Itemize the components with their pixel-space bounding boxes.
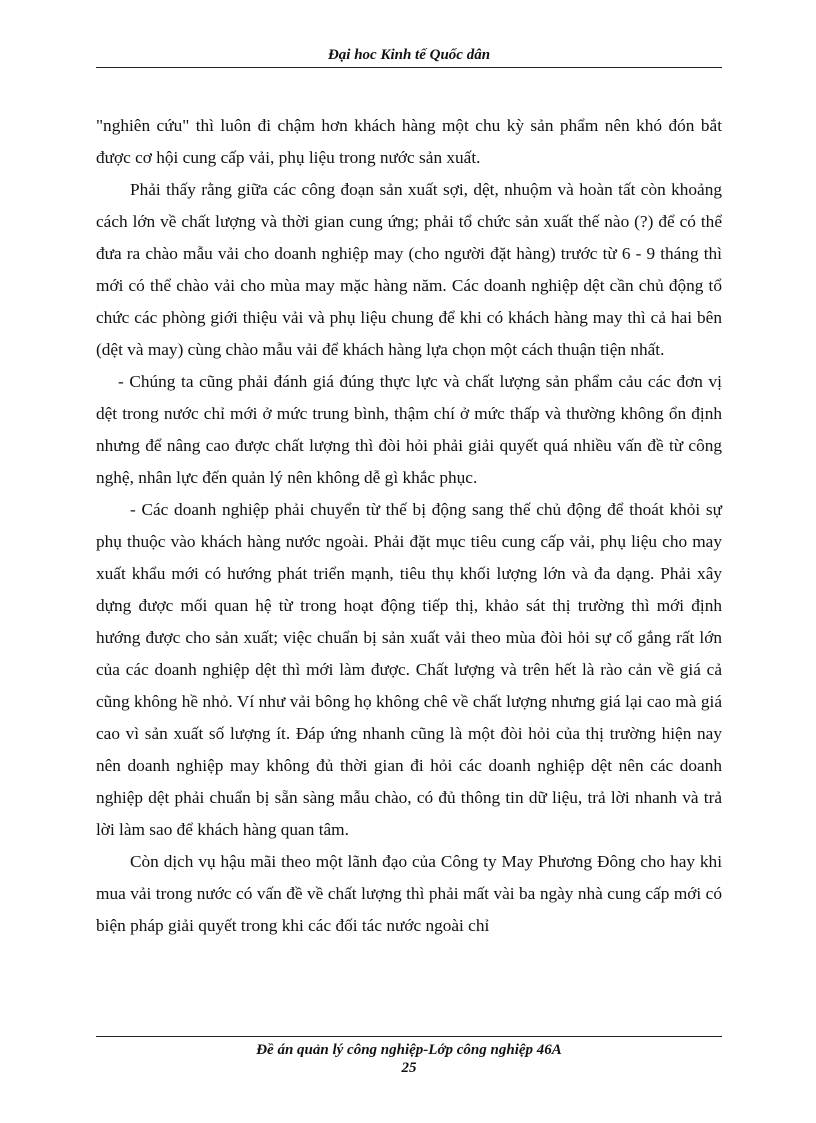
header-divider [96,67,722,68]
paragraph-3: - Chúng ta cũng phải đánh giá đúng thực lực và chất lượng sản phẩm cảu các đơn vị dệt trong nước chỉ mới ở mức trung bình, thậm chí ở mức thấp và thường không ổn định nhưng để nâng cao được chất lượng thì đòi hỏi phải giải quyết quá nhiều vấn đề từ công nghệ, nhân lực đến quản lý nên không dễ gì khắc phục. [96,372,722,487]
page-header-title: Đại hoc Kinh tế Quốc dân [327,47,491,63]
page-footer-title: Đề án quản lý công nghiệp-Lớp công nghiệp 46A [256,1042,562,1058]
paragraph-5: Còn dịch vụ hậu mãi theo một lãnh đạo của Công ty May Phương Đông cho hay khi mua vải trong nước có vấn đề về chất lượng thì phải mất vài ba ngày nhà cung cấp mới có biện pháp giải quyết trong khi các đối tác nước ngoài chỉ [96,852,722,935]
paragraph-2: Phải thấy rằng giữa các công đoạn sản xuất sợi, dệt, nhuộm và hoàn tất còn khoảng cách lớn về chất lượng và thời gian cung ứng; phải tổ chức sản xuất thế nào (?) để có thể đưa ra chào mẫu vải cho doanh nghiệp may (cho người đặt hàng) trước từ 6 - 9 tháng thì mới có thể chào vải cho mùa may mặc hàng năm. Các doanh nghiệp dệt cần chủ động tổ chức các phòng giới thiệu vải và phụ liệu chung để khi có khách hàng may thì cả hai bên (dệt và may) cùng chào mẫu vải để khách hàng lựa chọn một cách thuận tiện nhất. [96,180,722,359]
page-number: 25 [401,1060,417,1076]
footer-divider [96,1036,722,1037]
paragraph-4: - Các doanh nghiệp phải chuyển từ thế bị động sang thế chủ động để thoát khỏi sự phụ thuộc vào khách hàng nước ngoài. Phải đặt mục tiêu cung cấp vải, phụ liệu cho may xuất khẩu mới có hướng phát triển mạnh, tiêu thụ khối lượng lớn và đa dạng. Phải xây dựng được mối quan hệ từ trong hoạt động tiếp thị, khảo sát thị trường thì mới định hướng được cho sản xuất; việc chuẩn bị sản xuất vải theo mùa đòi hỏi sự cố gắng rất lớn của các doanh nghiệp dệt thì mới làm được. Chất lượng và trên hết là rào cản về giá cả cũng không hề nhỏ. Ví như vải bông họ không chê về chất lượng nhưng giá lại cao mà giá cao vì sản xuất số lượng ít. Đáp ứng nhanh cũng là một đòi hỏi của thị trường hiện nay nên doanh nghiệp may không đủ thời gian đi hỏi các doanh nghiệp dệt nên các doanh nghiệp dệt phải chuẩn bị sẵn sàng mẫu chào, có đủ thông tin dữ liệu, trả lời nhanh và trả lời làm sao để khách hàng quan tâm. [96,500,722,839]
paragraph-1: "nghiên cứu" thì luôn đi chậm hơn khách hàng một chu kỳ sản phẩm nên khó đón bắt được cơ hội cung cấp vải, phụ liệu trong nước sản xuất. [96,116,722,167]
page-body [96,110,722,942]
